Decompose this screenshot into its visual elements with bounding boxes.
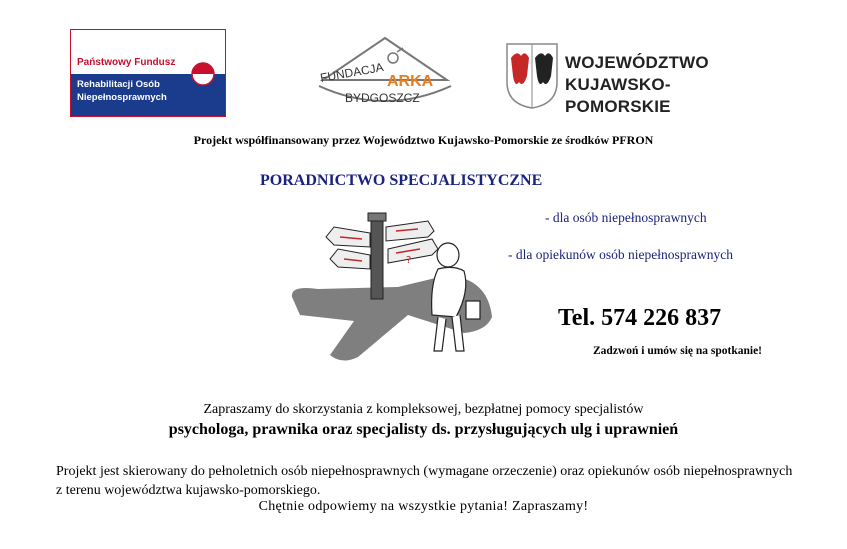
page-title: PORADNICTWO SPECJALISTYCZNE: [260, 172, 543, 189]
svg-text:?: ?: [406, 255, 412, 266]
pfron-name-line1: Państwowy Fundusz: [77, 57, 176, 68]
target-group-item-1: - dla osób niepełnosprawnych: [545, 210, 707, 225]
invitation-line-2: psychologa, prawnika oraz specjalisty ds. przysługujących ulg i uprawnień: [168, 421, 679, 438]
call-to-action: Zadzwoń i umów się na spotkanie!: [593, 345, 763, 357]
region-logo: [505, 42, 775, 116]
eagle-crest-icon: [505, 42, 559, 110]
project-description: Projekt jest skierowany do pełnoletnich osób niepełnosprawnych (wymagane orzeczenie) oraz opiekunów osób niepełnosprawnych z terenu województwa kujawsko-pomorskiego.: [56, 464, 793, 498]
arka-name-text: ARKA: [387, 73, 434, 90]
pfron-circle-icon: [191, 62, 215, 86]
pfron-logo: [70, 29, 226, 117]
region-name-line1: WOJEWÓDZTWO: [565, 53, 709, 72]
pfron-name-lines: [77, 78, 167, 104]
pfron-name-line3: Niepełnosprawnych: [77, 92, 167, 103]
signpost-illustration: [288, 205, 498, 365]
phone-number: Tel. 574 226 837: [558, 305, 722, 331]
target-group-item-2: - dla opiekunów osób niepełnosprawnych: [508, 247, 733, 262]
invitation-line-1: Zapraszamy do skorzystania z kompleksowej, bezpłatnej pomocy specjalistów: [203, 402, 644, 417]
closing-line: Chętnie odpowiemy na wszystkie pytania! Zapraszamy!: [258, 499, 589, 514]
region-name-line2: KUJAWSKO-POMORSKIE: [565, 75, 671, 116]
arka-fundacja-text: FUNDACJA: [319, 60, 385, 85]
project-funding-line: Projekt współfinansowany przez Województwo Kujawsko-Pomorskie ze środków PFRON: [193, 133, 654, 147]
pfron-name-line2: Rehabilitacji Osób: [77, 79, 160, 90]
fundacja-arka-logo: [315, 36, 455, 120]
region-name: [565, 52, 775, 118]
arka-city-text: BYDGOSZCZ: [345, 91, 420, 105]
